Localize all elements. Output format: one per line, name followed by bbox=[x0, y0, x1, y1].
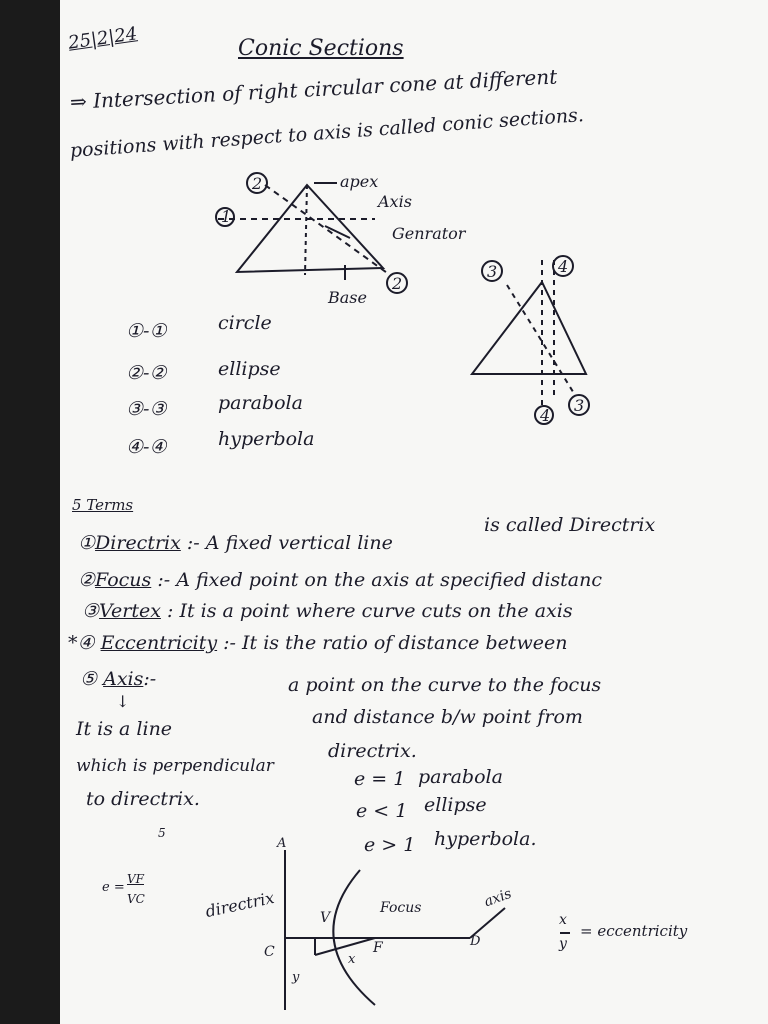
ratio-denominator: y bbox=[559, 936, 567, 952]
axis-def-2: which is perpendicular bbox=[76, 756, 274, 776]
notebook-page bbox=[60, 0, 768, 1024]
ecc-cond: e < 1 bbox=[356, 800, 408, 822]
ecc-name: hyperbola. bbox=[434, 828, 537, 850]
ecc-name: parabola bbox=[418, 766, 503, 788]
focus-label: Focus bbox=[380, 900, 422, 916]
formula-lhs: e = bbox=[102, 880, 125, 895]
mark-2-bottom-label: 2 bbox=[392, 274, 403, 293]
legend-pair: ①-① bbox=[126, 320, 167, 342]
axis-arrow-label: axis bbox=[482, 885, 514, 911]
formula-denominator: VC bbox=[127, 892, 145, 906]
axis-down-arrow: ↓ bbox=[116, 692, 130, 711]
legend-name: parabola bbox=[218, 392, 303, 414]
base-label: Base bbox=[328, 288, 367, 307]
x-label: x bbox=[348, 952, 356, 967]
ecc-cond: e = 1 bbox=[354, 768, 406, 790]
ecc-line-3: directrix. bbox=[328, 740, 417, 762]
terms-heading: 5 Terms bbox=[72, 496, 134, 514]
mark-4-bottom-label: 4 bbox=[540, 406, 551, 425]
mark-4-top-label: 4 bbox=[558, 257, 569, 276]
section-2-line bbox=[265, 185, 390, 275]
term-axis: ⑤ Axis:- bbox=[80, 668, 157, 690]
ratio-text: = eccentricity bbox=[580, 922, 688, 940]
ecc-line-1: a point on the curve to the focus bbox=[288, 674, 602, 696]
stray-mark: 5 bbox=[158, 826, 166, 840]
y-label: y bbox=[292, 970, 300, 985]
formula-numerator: VF bbox=[127, 872, 144, 886]
cone-axis-line bbox=[305, 185, 307, 275]
axis-label: Axis bbox=[378, 192, 412, 211]
ecc-line-2: and distance b/w point from bbox=[312, 706, 583, 728]
point-C-label: C bbox=[264, 944, 275, 960]
point-D-label: D bbox=[470, 934, 481, 949]
intro-line-2: positions with respect to axis is called conic sections. bbox=[69, 104, 585, 162]
legend-name: ellipse bbox=[218, 358, 281, 380]
term-focus: ②Focus :- A fixed point on the axis at specified distanc bbox=[78, 569, 602, 591]
intro-line-1: ⇒ Intersection of right circular cone at different bbox=[69, 64, 558, 114]
ecc-name: ellipse bbox=[424, 794, 487, 816]
legend-pair: ②-② bbox=[126, 362, 167, 384]
mark-3-top-label: 3 bbox=[487, 262, 498, 281]
legend-pair: ④-④ bbox=[126, 436, 167, 458]
mark-3-bottom-label: 3 bbox=[574, 396, 585, 415]
term-vertex: ③Vertex : It is a point where curve cuts on the axis bbox=[82, 600, 573, 622]
legend-name: circle bbox=[218, 312, 272, 334]
parabola-diagram bbox=[285, 850, 570, 1010]
point-F-label: F bbox=[373, 940, 383, 956]
point-V-label: V bbox=[320, 910, 331, 926]
directrix-label: directrix bbox=[203, 887, 276, 922]
cone-diagram-2 bbox=[472, 256, 589, 424]
term-directrix: ①Directrix :- A fixed vertical line bbox=[78, 532, 393, 554]
date: 25|2|24 bbox=[66, 23, 139, 54]
ratio-numerator: x bbox=[559, 912, 567, 928]
focal-line-x bbox=[315, 938, 375, 955]
ecc-cond: e > 1 bbox=[364, 834, 416, 856]
page-title: Conic Sections bbox=[238, 36, 404, 61]
cone2-outline bbox=[472, 282, 586, 374]
term-directrix-cont: is called Directrix bbox=[484, 514, 656, 536]
mark-2-top-label: 2 bbox=[252, 174, 263, 193]
apex-label: apex bbox=[340, 172, 379, 191]
cone-diagram bbox=[60, 0, 768, 1024]
cone-outline bbox=[237, 185, 383, 272]
point-A-label: A bbox=[277, 836, 287, 851]
mark-1-left-label: 1 bbox=[221, 207, 232, 226]
term-eccentricity: *④ Eccentricity :- It is the ratio of distance between bbox=[68, 632, 568, 654]
generator-label: Genrator bbox=[392, 224, 466, 243]
axis-def-3: to directrix. bbox=[86, 788, 200, 810]
legend-pair: ③-③ bbox=[126, 398, 167, 420]
axis-def-1: It is a line bbox=[76, 718, 173, 740]
legend-name: hyperbola bbox=[218, 428, 315, 450]
